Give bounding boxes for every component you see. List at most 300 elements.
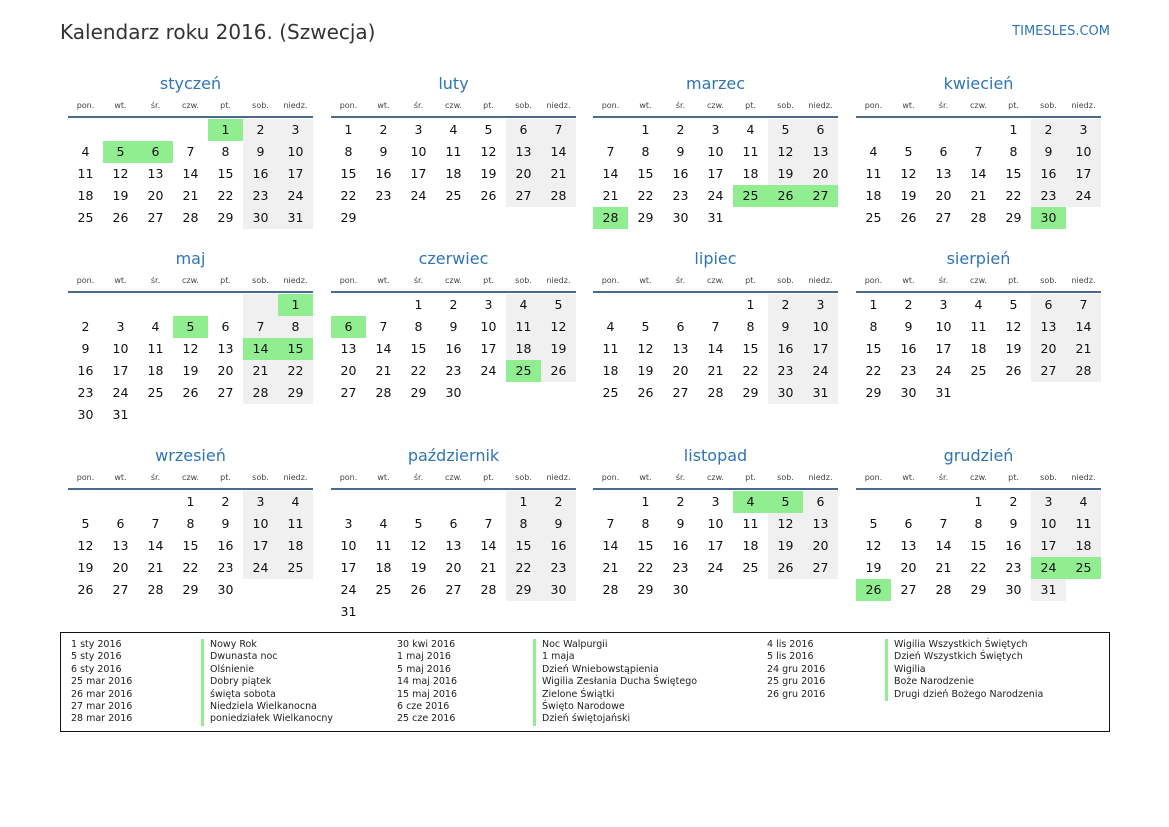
day-cell: 29 [410,385,427,400]
day-cell: 22 [410,363,427,378]
empty-cell [506,601,541,623]
weekday-label: pon. [601,101,620,110]
weekday-label: sob. [515,276,532,285]
day-cell: 14 [182,166,199,181]
holiday-name: poniedziałek Wielkanocny [201,713,333,725]
day-cell: 24 [340,582,357,597]
holiday-name: Niedziela Wielkanocna [201,701,333,713]
day-cell: 4 [869,144,878,159]
day-cell: 17 [707,538,724,553]
day-cell: 23 [541,557,576,579]
day-cell: 28 [182,210,199,225]
day-cell: 20 [900,560,917,575]
day-cell: 20 [803,535,838,557]
day-cell: 3 [414,122,423,137]
holiday-date: 26 mar 2016 [71,688,133,700]
weekday-label: pt. [745,101,756,110]
day-cell: 31 [803,382,838,404]
day-cell: 14 [480,538,497,553]
day-cell: 13 [900,538,917,553]
empty-cell [278,579,313,601]
day-cell: 7 [939,516,948,531]
day-cell: 21 [541,163,576,185]
day-grid [593,294,838,404]
empty-cell [173,119,208,141]
month-name: kwiecień [943,74,1014,93]
day-cell: 22 [970,560,987,575]
day-cell: 20 [1031,338,1066,360]
empty-cell [208,404,243,426]
day-cell: 7 [606,516,615,531]
weekday-label: czw. [707,473,724,482]
day-cell: 18 [506,338,541,360]
day-cell: 20 [672,363,689,378]
day-cell: 11 [375,538,392,553]
day-cell: 27 [900,582,917,597]
holiday-date: 25 mar 2016 [71,676,133,688]
empty-cell [768,579,803,601]
header-divider [331,116,576,118]
day-cell: 9 [904,319,913,334]
day-cell: 10 [278,141,313,163]
day-cell: 13 [935,166,952,181]
weekday-label: niedz. [1071,473,1096,482]
day-cell: 6 [506,119,541,141]
day-cell: 9 [676,144,685,159]
day-cell: 12 [637,341,654,356]
day-cell: 19 [182,363,199,378]
day-cell: 3 [939,297,948,312]
day-cell: 6 [116,516,125,531]
empty-cell [68,294,103,316]
day-cell: 26 [77,582,94,597]
day-cell: 24 [1066,185,1101,207]
day-cell: 14 [147,538,164,553]
weekday-header [856,100,1101,114]
day-grid [593,491,838,601]
weekday-label: pon. [76,101,95,110]
day-cell: 12 [900,166,917,181]
day-cell: 1 [278,294,313,316]
empty-cell [996,382,1031,404]
day-cell: 4 [1066,491,1101,513]
day-cell: 18 [602,363,619,378]
day-cell: 21 [602,188,619,203]
day-cell: 17 [707,166,724,181]
day-grid [68,294,313,426]
weekday-label: sob. [777,101,794,110]
day-cell: 18 [970,341,987,356]
day-cell: 12 [541,316,576,338]
weekday-label: czw. [970,101,987,110]
day-cell: 27 [1031,360,1066,382]
day-cell: 5 [484,122,493,137]
holiday-dates-col-2 [397,639,457,726]
holiday-name: Noc Walpurgii [533,639,697,651]
day-cell: 26 [541,360,576,382]
empty-cell [1066,207,1101,229]
day-cell: 6 [904,516,913,531]
month-5 [331,247,576,404]
day-cell: 5 [768,119,803,141]
day-cell: 12 [1005,319,1022,334]
weekday-label: wt. [902,473,915,482]
day-cell: 4 [449,122,458,137]
holiday-name: Dobry piątek [201,676,333,688]
day-cell: 4 [278,491,313,513]
day-cell: 4 [974,297,983,312]
day-cell: 10 [410,144,427,159]
day-cell: 27 [506,185,541,207]
day-cell: 3 [484,297,493,312]
weekday-header [68,472,313,486]
day-cell: 26 [900,210,917,225]
day-cell: 1 [414,297,423,312]
holiday-names-col-2 [533,639,697,726]
empty-cell [628,294,663,316]
empty-cell [243,579,278,601]
month-3 [856,72,1101,229]
month-4 [68,247,313,426]
day-cell: 21 [602,560,619,575]
holiday-date: 25 gru 2016 [767,676,826,688]
day-cell: 7 [606,144,615,159]
weekday-header [68,275,313,289]
day-cell: 1 [641,494,650,509]
day-cell: 16 [672,538,689,553]
day-cell: 10 [243,513,278,535]
empty-cell [103,294,138,316]
empty-cell [138,491,173,513]
day-cell: 15 [182,538,199,553]
weekday-label: śr. [150,473,161,482]
holiday-date: 5 sty 2016 [71,651,122,663]
day-cell: 10 [803,316,838,338]
day-cell: 4 [733,491,768,513]
day-cell: 31 [707,210,724,225]
day-cell: 6 [221,319,230,334]
day-cell: 13 [340,341,357,356]
header-divider [856,488,1101,490]
day-cell: 8 [746,319,755,334]
day-cell: 6 [676,319,685,334]
day-cell: 28 [480,582,497,597]
day-cell: 8 [186,516,195,531]
day-cell: 17 [410,166,427,181]
day-cell: 7 [484,516,493,531]
weekday-label: sob. [252,276,269,285]
empty-cell [366,601,401,623]
day-cell: 26 [480,188,497,203]
weekday-label: sob. [1040,101,1057,110]
weekday-label: niedz. [546,276,571,285]
weekday-label: pon. [339,101,358,110]
day-cell: 20 [340,363,357,378]
holiday-name: Zielone Świątki [533,689,697,701]
weekday-label: śr. [150,101,161,110]
day-cell: 12 [182,341,199,356]
day-cell: 28 [243,382,278,404]
day-grid [68,491,313,601]
empty-cell [768,207,803,229]
day-cell: 13 [672,341,689,356]
holiday-name: Dwunasta noc [201,651,333,663]
month-name: styczeń [159,74,222,93]
empty-cell [803,207,838,229]
day-cell: 17 [112,363,129,378]
empty-cell [1066,382,1101,404]
weekday-label: pt. [1008,473,1019,482]
day-cell: 9 [81,341,90,356]
day-cell: 24 [803,360,838,382]
day-cell: 2 [221,494,230,509]
day-cell: 16 [768,338,803,360]
day-cell: 9 [449,319,458,334]
day-cell: 24 [707,560,724,575]
month-1 [331,72,576,229]
empty-cell [138,404,173,426]
day-cell: 7 [243,316,278,338]
day-cell: 11 [1066,513,1101,535]
day-cell: 2 [676,122,685,137]
empty-cell [471,382,506,404]
day-cell: 29 [865,385,882,400]
weekday-label: wt. [639,473,652,482]
day-cell: 4 [379,516,388,531]
day-cell: 24 [935,363,952,378]
holiday-name: Dzień Wszystkich Świętych [885,651,1043,663]
day-cell: 6 [449,516,458,531]
day-grid [856,294,1101,404]
day-cell: 1 [869,297,878,312]
day-cell: 28 [1066,360,1101,382]
day-cell: 31 [112,407,129,422]
day-cell: 3 [116,319,125,334]
day-cell: 24 [278,185,313,207]
weekday-label: pon. [76,276,95,285]
header-divider [68,291,313,293]
empty-cell [698,294,733,316]
day-cell: 22 [340,188,357,203]
day-cell: 9 [379,144,388,159]
day-cell: 12 [410,538,427,553]
empty-cell [331,294,366,316]
brand-link[interactable]: TIMESLES.COM [1012,24,1110,39]
day-cell: 11 [742,144,759,159]
day-cell: 3 [243,491,278,513]
day-cell: 30 [445,385,462,400]
day-cell: 28 [935,582,952,597]
day-cell: 5 [1009,297,1018,312]
day-cell: 10 [707,144,724,159]
day-cell: 9 [243,141,278,163]
day-cell: 18 [742,538,759,553]
day-cell: 25 [506,360,541,382]
day-cell: 21 [707,363,724,378]
weekday-label: wt. [902,101,915,110]
weekday-label: wt. [639,276,652,285]
weekday-label: czw. [707,101,724,110]
day-cell: 30 [243,207,278,229]
day-cell: 1 [506,491,541,513]
weekday-label: sob. [777,473,794,482]
day-cell: 7 [151,516,160,531]
day-cell: 11 [970,319,987,334]
day-cell: 26 [410,582,427,597]
day-cell: 16 [445,341,462,356]
weekday-label: czw. [445,276,462,285]
month-10 [593,444,838,601]
weekday-label: czw. [970,276,987,285]
weekday-label: pt. [1008,101,1019,110]
day-cell: 15 [410,341,427,356]
weekday-label: niedz. [808,101,833,110]
holiday-date: 6 cze 2016 [397,700,450,712]
day-cell: 15 [1005,166,1022,181]
day-cell: 25 [375,582,392,597]
day-cell: 1 [1009,122,1018,137]
day-cell: 4 [151,319,160,334]
day-cell: 20 [935,188,952,203]
day-cell: 17 [1031,535,1066,557]
empty-cell [243,294,278,316]
weekday-label: śr. [413,276,424,285]
day-cell: 10 [935,319,952,334]
day-cell: 10 [707,516,724,531]
empty-cell [471,491,506,513]
day-cell: 8 [641,144,650,159]
weekday-label: pon. [601,473,620,482]
weekday-label: pt. [220,276,231,285]
day-cell: 30 [768,382,803,404]
day-cell: 6 [803,119,838,141]
day-cell: 13 [506,141,541,163]
day-cell: 31 [278,207,313,229]
day-grid [331,294,576,404]
day-cell: 20 [445,560,462,575]
day-cell: 6 [939,144,948,159]
day-cell: 22 [637,188,654,203]
day-cell: 29 [217,210,234,225]
holiday-name: 1 maja [533,651,697,663]
day-cell: 19 [480,166,497,181]
month-name: listopad [683,446,748,465]
day-cell: 24 [1031,557,1066,579]
weekday-label: śr. [413,101,424,110]
holiday-dates-col-1 [71,639,132,726]
empty-cell [506,207,541,229]
day-cell: 17 [243,535,278,557]
day-cell: 14 [243,338,278,360]
day-cell: 7 [1066,294,1101,316]
day-cell: 2 [904,297,913,312]
day-cell: 12 [768,141,803,163]
day-cell: 11 [865,166,882,181]
empty-cell [961,382,996,404]
empty-cell [138,119,173,141]
day-cell: 2 [81,319,90,334]
empty-cell [926,491,961,513]
day-cell: 15 [637,166,654,181]
day-cell: 23 [77,385,94,400]
empty-cell [891,119,926,141]
day-cell: 10 [480,319,497,334]
day-cell: 11 [506,316,541,338]
weekday-label: śr. [675,276,686,285]
weekday-label: pon. [601,276,620,285]
day-cell: 21 [970,188,987,203]
day-cell: 26 [637,385,654,400]
day-cell: 13 [112,538,129,553]
holiday-date: 5 maj 2016 [397,663,451,675]
day-cell: 1 [641,122,650,137]
day-grid [68,119,313,229]
day-cell: 25 [278,557,313,579]
weekday-header [68,100,313,114]
weekday-label: sob. [252,473,269,482]
day-cell: 3 [1031,491,1066,513]
day-cell: 2 [379,122,388,137]
day-cell: 27 [340,385,357,400]
weekday-label: niedz. [808,276,833,285]
day-cell: 26 [768,185,803,207]
day-cell: 18 [77,188,94,203]
day-cell: 7 [379,319,388,334]
day-cell: 14 [541,141,576,163]
day-cell: 15 [340,166,357,181]
empty-cell [541,382,576,404]
empty-cell [401,601,436,623]
day-cell: 24 [480,363,497,378]
day-cell: 2 [676,494,685,509]
weekday-label: niedz. [1071,276,1096,285]
day-cell: 14 [970,166,987,181]
weekday-label: niedz. [283,276,308,285]
day-cell: 31 [340,604,357,619]
day-cell: 13 [803,141,838,163]
empty-cell [856,119,891,141]
weekday-label: sob. [1040,473,1057,482]
weekday-label: wt. [377,276,390,285]
weekday-label: wt. [114,473,127,482]
weekday-label: sob. [777,276,794,285]
day-cell: 31 [935,385,952,400]
empty-cell [68,491,103,513]
day-cell: 15 [742,341,759,356]
day-cell: 16 [375,166,392,181]
day-cell: 17 [340,560,357,575]
day-cell: 25 [970,363,987,378]
day-cell: 5 [904,144,913,159]
day-cell: 28 [593,207,628,229]
day-cell: 25 [602,385,619,400]
day-cell: 22 [742,363,759,378]
day-cell: 22 [865,363,882,378]
day-cell: 25 [742,560,759,575]
month-2 [593,72,838,229]
empty-cell [366,207,401,229]
day-cell: 20 [506,163,541,185]
weekday-header [593,100,838,114]
holiday-dates-col-3 [767,639,825,701]
day-cell: 18 [742,166,759,181]
day-cell: 11 [147,341,164,356]
day-cell: 2 [1031,119,1066,141]
day-cell: 22 [278,360,313,382]
day-cell: 26 [768,557,803,579]
day-cell: 20 [217,363,234,378]
weekday-header [593,472,838,486]
